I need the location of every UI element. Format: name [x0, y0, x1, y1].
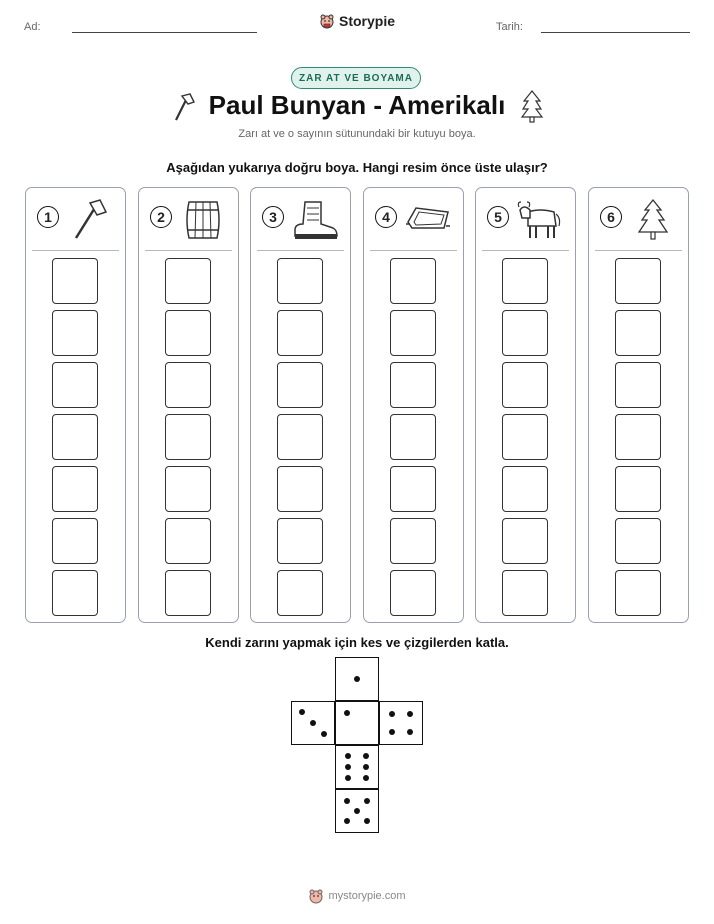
- pine-tree-icon: [629, 198, 677, 242]
- column-number: 3: [262, 206, 284, 228]
- color-box[interactable]: [502, 258, 548, 304]
- color-box[interactable]: [52, 466, 98, 512]
- die-face-5[interactable]: [335, 789, 379, 833]
- ox-icon: [516, 198, 564, 242]
- barrel-icon: [179, 198, 227, 242]
- brand-logo: [0, 13, 714, 32]
- color-box[interactable]: [390, 570, 436, 616]
- griddle-pan-icon: [404, 198, 452, 242]
- color-box[interactable]: [277, 414, 323, 460]
- column-2: [138, 187, 239, 623]
- brand-name: Storypie: [338, 13, 395, 29]
- die-face-3[interactable]: [291, 701, 335, 745]
- column-3: [250, 187, 351, 623]
- color-box[interactable]: [165, 570, 211, 616]
- color-box[interactable]: [277, 258, 323, 304]
- date-line[interactable]: [541, 32, 690, 33]
- color-box[interactable]: [390, 414, 436, 460]
- die-face-6[interactable]: [335, 745, 379, 789]
- color-box[interactable]: [52, 310, 98, 356]
- die-face-1[interactable]: [335, 701, 379, 745]
- instruction-text: Aşağıdan yukarıya doğru boya. Hangi resim önce üste ulaşır?: [166, 160, 548, 175]
- color-box[interactable]: [615, 518, 661, 564]
- color-box[interactable]: [615, 414, 661, 460]
- color-box[interactable]: [615, 258, 661, 304]
- color-box[interactable]: [52, 414, 98, 460]
- color-box[interactable]: [502, 362, 548, 408]
- color-box[interactable]: [390, 310, 436, 356]
- color-box[interactable]: [277, 310, 323, 356]
- column-number: 5: [487, 206, 509, 228]
- color-box[interactable]: [52, 362, 98, 408]
- date-label: Tarih:: [496, 21, 523, 33]
- name-line[interactable]: [72, 32, 257, 33]
- axe-icon: [66, 198, 114, 242]
- color-box[interactable]: [390, 518, 436, 564]
- column-6: [588, 187, 689, 623]
- color-box[interactable]: [502, 466, 548, 512]
- name-label: Ad:: [24, 21, 41, 33]
- color-box[interactable]: [52, 518, 98, 564]
- color-box[interactable]: [615, 310, 661, 356]
- color-box[interactable]: [502, 518, 548, 564]
- color-box[interactable]: [277, 466, 323, 512]
- color-box[interactable]: [502, 414, 548, 460]
- color-box[interactable]: [52, 258, 98, 304]
- die-face-4[interactable]: [379, 701, 423, 745]
- column-5: [475, 187, 576, 623]
- storypie-mascot-icon: [319, 13, 335, 29]
- color-box[interactable]: [277, 362, 323, 408]
- footer-url[interactable]: mystorypie.com: [328, 890, 406, 902]
- color-box[interactable]: [390, 466, 436, 512]
- color-box[interactable]: [502, 570, 548, 616]
- color-box[interactable]: [390, 362, 436, 408]
- column-number: 1: [37, 206, 59, 228]
- color-box[interactable]: [390, 258, 436, 304]
- color-box[interactable]: [165, 466, 211, 512]
- color-box[interactable]: [615, 570, 661, 616]
- color-box[interactable]: [615, 466, 661, 512]
- color-box[interactable]: [165, 362, 211, 408]
- color-box[interactable]: [277, 518, 323, 564]
- column-number: 4: [375, 206, 397, 228]
- activity-badge: ZAR AT VE BOYAMA: [291, 67, 421, 89]
- column-1: [25, 187, 126, 623]
- page-title: Paul Bunyan - Amerikalı: [208, 90, 506, 120]
- color-box[interactable]: [165, 258, 211, 304]
- cut-instruction: Kendi zarını yapmak için kes ve çizgilerden katla.: [205, 635, 509, 650]
- column-4: [363, 187, 464, 623]
- page-subtitle: Zarı at ve o sayının sütunundaki bir kutuyu boya.: [238, 128, 476, 140]
- color-box[interactable]: [615, 362, 661, 408]
- column-number: 6: [600, 206, 622, 228]
- pine-tree-icon: [520, 89, 544, 123]
- color-box[interactable]: [165, 518, 211, 564]
- boot-icon: [291, 198, 339, 242]
- storypie-mascot-icon: [308, 888, 324, 904]
- color-box[interactable]: [165, 310, 211, 356]
- color-box[interactable]: [277, 570, 323, 616]
- color-box[interactable]: [52, 570, 98, 616]
- footer: [0, 888, 714, 907]
- die-face-1[interactable]: [335, 657, 379, 701]
- column-number: 2: [150, 206, 172, 228]
- color-box[interactable]: [502, 310, 548, 356]
- color-box[interactable]: [165, 414, 211, 460]
